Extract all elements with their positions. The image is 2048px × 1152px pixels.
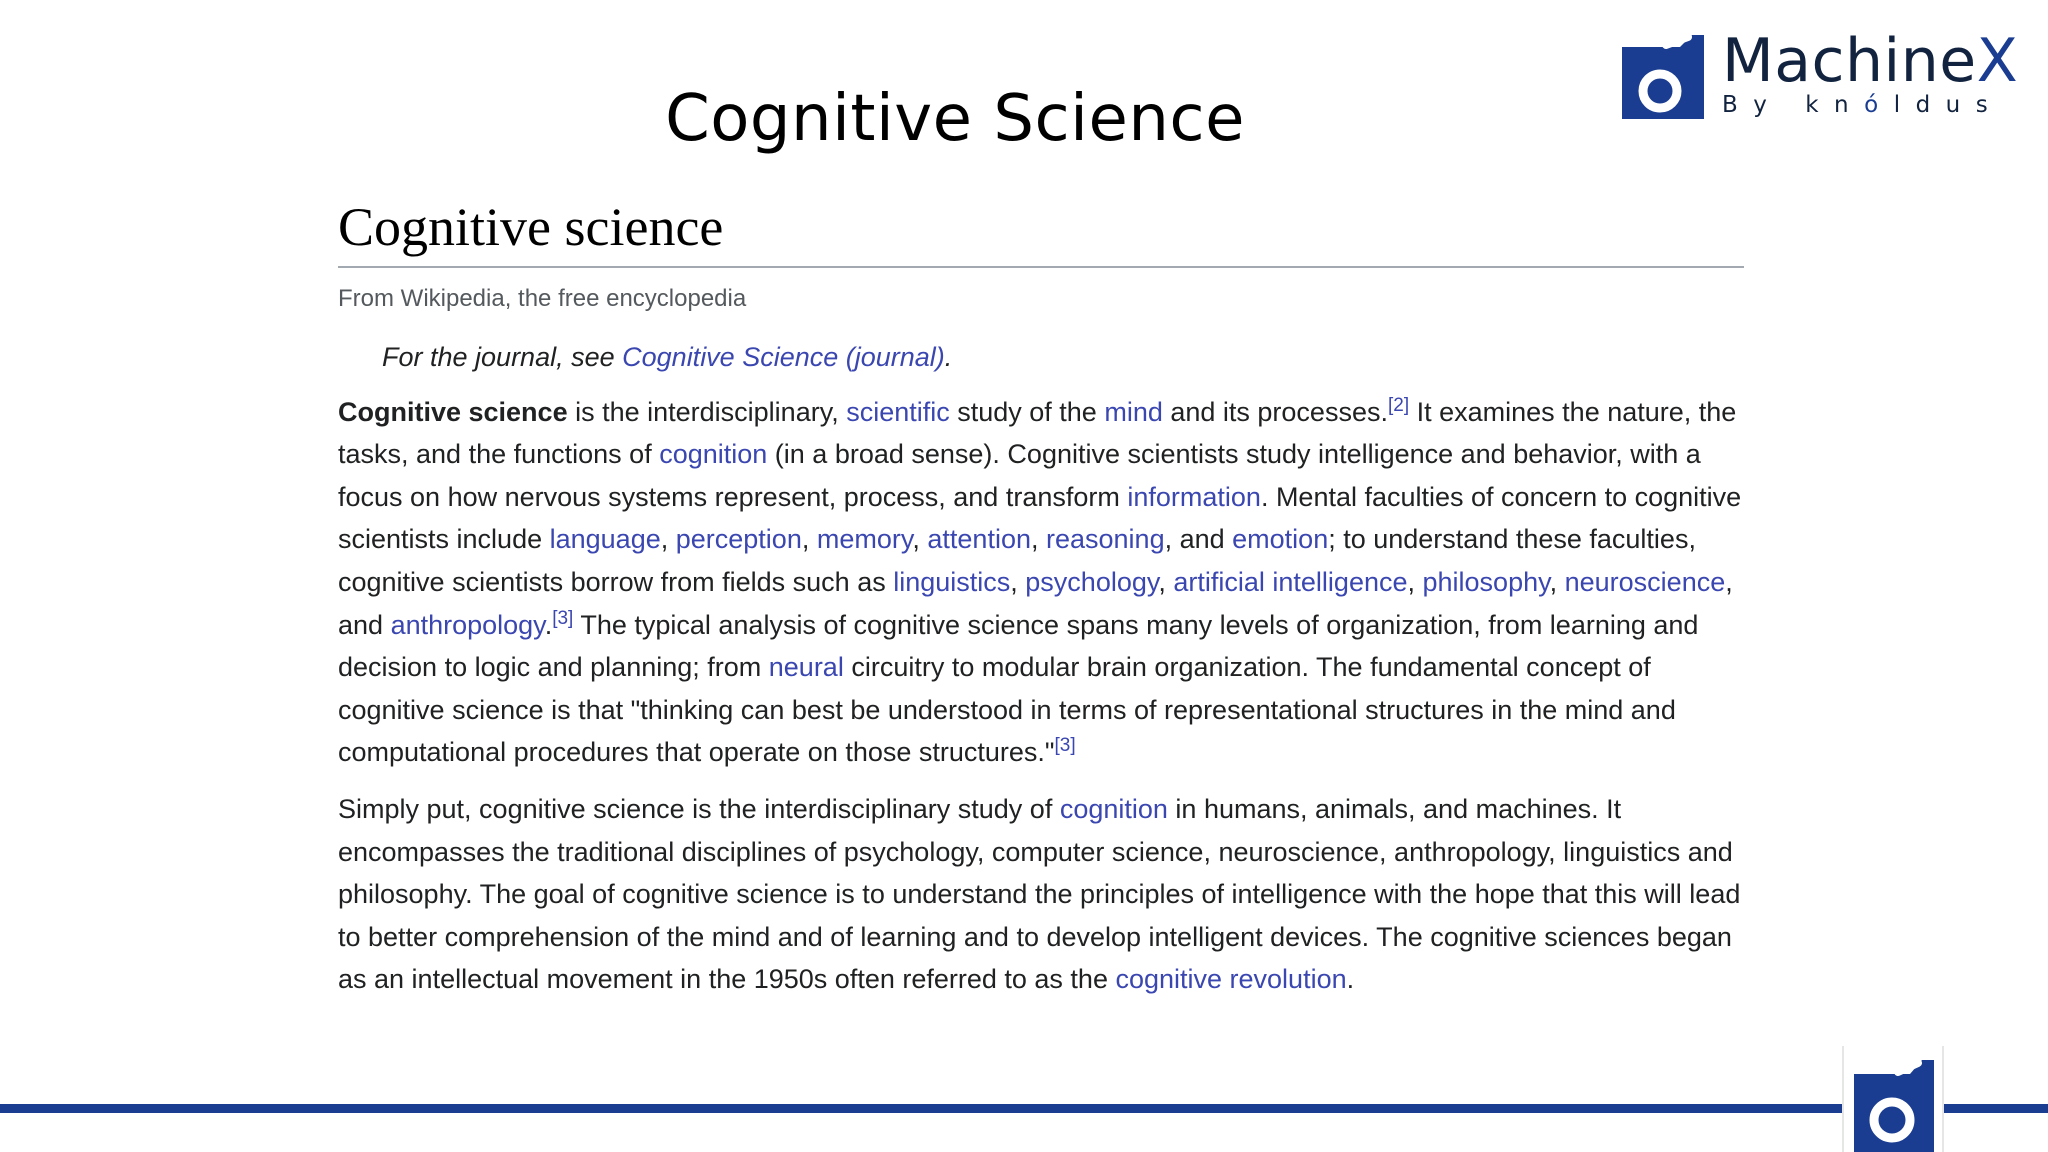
logo-name-main: Machine: [1722, 26, 1977, 96]
logo-sub-before: By kn: [1722, 92, 1865, 118]
text-run: decision to logic and planning; from: [338, 652, 769, 683]
text-run: cognitive scientists borrow from fields such as: [338, 567, 894, 598]
hatnote-link[interactable]: Cognitive Science (journal): [622, 341, 945, 372]
paragraph-intro: [338, 391, 1744, 774]
citation-ref[interactable]: [2]: [1387, 394, 1410, 416]
text-run: ,: [912, 524, 928, 555]
wiki-link[interactable]: neural: [768, 652, 844, 683]
text-run: encompasses the traditional disciplines of psychology, computer science, neuroscience, anthropology, linguistics and: [338, 836, 1733, 867]
logo-wordmark: [1722, 26, 2018, 96]
text-run: and: [338, 609, 391, 640]
text-run: computational procedures that operate on those structures.": [338, 737, 1055, 768]
text-run: . Mental faculties of concern to cognitive: [1260, 481, 1742, 512]
text-run: ,: [1030, 524, 1046, 555]
text-run: ,: [1725, 567, 1733, 598]
text-run: ,: [801, 524, 817, 555]
footer-bar: [0, 1104, 2048, 1113]
article-heading: Cognitive science: [338, 195, 1744, 268]
text-run: ; to understand these faculties,: [1328, 524, 1696, 555]
text-run: (in a broad sense). Cognitive scientists study intelligence and behavior, with a: [767, 439, 1701, 470]
text-run: circuitry to modular brain organization. The fundamental concept of: [843, 652, 1651, 683]
wiki-link[interactable]: cognition: [659, 439, 768, 470]
wiki-link[interactable]: language: [549, 524, 661, 555]
citation-ref[interactable]: [3]: [552, 607, 574, 629]
text-run: .: [1346, 964, 1355, 995]
text-run: tasks, and the functions of: [338, 439, 660, 470]
hatnote-suffix: .: [944, 341, 953, 372]
hatnote-prefix: For the journal, see: [382, 341, 623, 372]
text-run: ,: [660, 524, 676, 555]
text-run: and its processes.: [1162, 396, 1388, 427]
text-run: ,: [1407, 567, 1423, 598]
text-run: The typical analysis of cognitive science spans many levels of organization, from learning and: [573, 609, 1699, 640]
text-run: It examines the nature, the: [1409, 396, 1737, 427]
text-run: ,: [1158, 567, 1174, 598]
knoldus-logo-icon: [1854, 1060, 1934, 1152]
text-run: focus on how nervous systems represent, process, and transform: [338, 481, 1128, 512]
hatnote: [382, 340, 1744, 375]
wiki-link[interactable]: attention: [927, 524, 1031, 555]
wiki-link[interactable]: perception: [675, 524, 802, 555]
article-tagline: From Wikipedia, the free encyclopedia: [338, 284, 747, 312]
logo-subtitle: [1722, 92, 2003, 118]
wiki-link[interactable]: memory: [816, 524, 913, 555]
wiki-link[interactable]: cognition: [1059, 794, 1168, 825]
text-run: ,: [1549, 567, 1565, 598]
text-run: is the interdisciplinary,: [567, 396, 847, 427]
text-run: to better comprehension of the mind and of learning and to develop intelligent devices. The cognitive sciences began: [338, 921, 1732, 952]
logo-sub-accent: ó: [1864, 92, 1894, 118]
slide-title: Cognitive Science: [665, 82, 1245, 156]
wiki-link[interactable]: philosophy: [1422, 567, 1550, 598]
wiki-link[interactable]: linguistics: [893, 567, 1011, 598]
wiki-link[interactable]: artificial intelligence: [1173, 567, 1408, 598]
text-run: in humans, animals, and machines. It: [1167, 794, 1622, 825]
paragraph-summary: [338, 788, 1744, 1001]
wiki-link[interactable]: scientific: [846, 396, 950, 427]
machinex-logo: [1622, 26, 2022, 126]
wiki-link[interactable]: information: [1127, 481, 1261, 512]
text-run: ,: [1010, 567, 1026, 598]
logo-name-accent: X: [1976, 26, 2019, 96]
wikipedia-excerpt: [338, 195, 1744, 1001]
text-run: .: [544, 609, 553, 640]
logo-sub-after: ldus: [1893, 92, 2004, 118]
knoldus-logo-icon: [1622, 35, 1704, 119]
text-run: , and: [1164, 524, 1233, 555]
text-run: study of the: [949, 396, 1105, 427]
wiki-link[interactable]: neuroscience: [1564, 567, 1726, 598]
wiki-link[interactable]: psychology: [1025, 567, 1159, 598]
text-run: Simply put, cognitive science is the interdisciplinary study of: [338, 794, 1060, 825]
citation-ref[interactable]: [3]: [1054, 735, 1076, 757]
text-run: cognitive science is that "thinking can best be understood in terms of representational structures in the mind and: [338, 694, 1676, 725]
wiki-link[interactable]: emotion: [1232, 524, 1329, 555]
wiki-link[interactable]: reasoning: [1046, 524, 1165, 555]
wiki-link[interactable]: anthropology: [390, 609, 545, 640]
text-run: scientists include: [338, 524, 550, 555]
footer-logo-box: [1842, 1046, 1944, 1152]
wiki-link[interactable]: mind: [1104, 396, 1163, 427]
text-run: as an intellectual movement in the 1950s often referred to as the: [338, 964, 1116, 995]
bold-term: Cognitive science: [338, 396, 568, 427]
wiki-link[interactable]: cognitive revolution: [1115, 964, 1347, 995]
text-run: philosophy. The goal of cognitive science is to understand the principles of intelligence with the hope that this will lead: [338, 879, 1741, 910]
